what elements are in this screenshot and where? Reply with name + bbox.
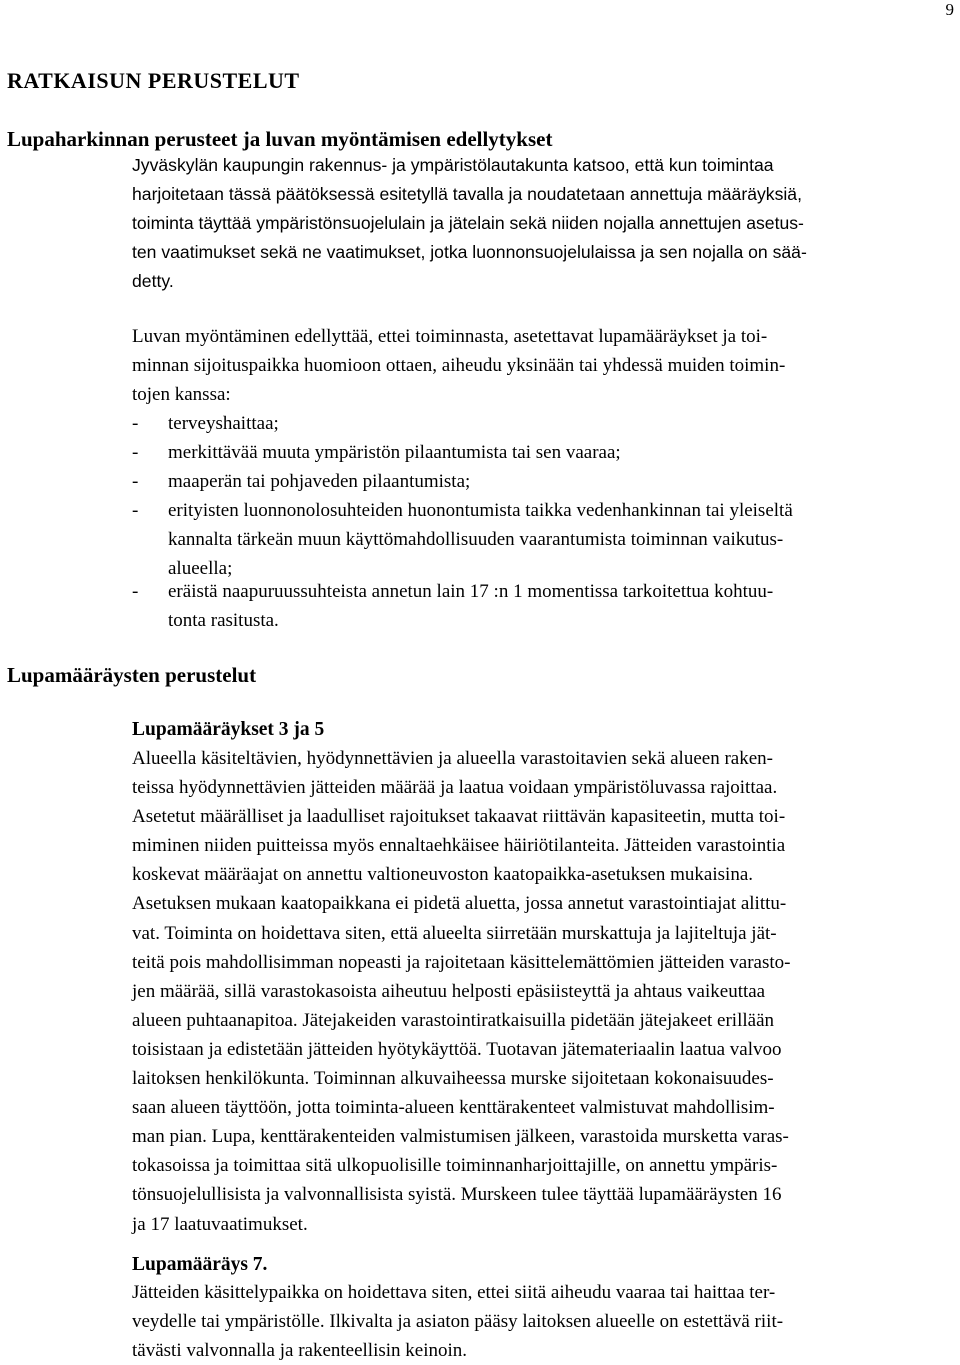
text-line: Asetuksen mukaan kaatopaikkana ei pidetä aluetta, jossa annetut varastointiajat alittu-	[132, 893, 787, 915]
text-line: Jyväskylän kaupungin rakennus- ja ympäristölautakunta katsoo, että kun toimintaa	[132, 155, 774, 175]
text-line: tokasoissa ja toimittaa sitä ulkopuolisille toiminnanharjoittajille, on annettu ympäris-	[132, 1155, 778, 1177]
list-dash: -	[132, 581, 139, 602]
list-item-text: merkittävää muuta ympäristön pilaantumista tai sen vaaraa;	[168, 442, 621, 463]
list-item-text: alueella;	[168, 558, 233, 579]
paragraph-edellytykset	[132, 322, 947, 409]
section-title-perustelut: Lupamääräysten perustelut	[7, 663, 257, 687]
list-item-text: kannalta tärkeän muun käyttömahdollisuuden vaarantumista toiminnan vaikutus-	[168, 529, 784, 550]
list-dash: -	[132, 471, 139, 492]
list-item-text: erityisten luonnonolosuhteiden huonontumista taikka vedenhankinnan tai yleiseltä	[168, 500, 793, 521]
text-line: toisistaan ja edistetään jätteiden hyötykäyttöä. Tuotavan jätemateriaalin laatua valvoo	[132, 1038, 782, 1060]
text-line: vat. Toiminta on hoidettava siten, että alueelta siirretään murskattuja ja lajiteltuja jät-	[132, 922, 777, 944]
text-line: Jätteiden käsittelypaikka on hoidettava siten, ettei siitä aiheudu vaaraa tai haittaa ter-	[132, 1282, 776, 1303]
subsection-title-3-ja-5: Lupamääräykset 3 ja 5	[132, 719, 325, 740]
list-item-text: eräistä naapuruussuhteista annetun lain 17 :n 1 momentissa tarkoitettua kohtuu-	[168, 581, 774, 602]
text-line: tojen kanssa:	[132, 384, 231, 406]
list-dash: -	[132, 442, 139, 463]
text-line: alueen puhtaanapitoa. Jätejakeiden varastointiratkaisuilla pidetään jätejakeet erillään	[132, 1009, 775, 1031]
list-dash: -	[132, 500, 139, 521]
text-line: toiminta täyttää ympäristönsuojelulain ja jätelain sekä niiden nojalla annettujen asetus-	[132, 213, 804, 233]
subsection-title-7: Lupamääräys 7.	[132, 1254, 268, 1275]
list-item-text: terveyshaittaa;	[168, 413, 279, 434]
list-item	[0, 496, 960, 584]
text-line: tönsuojelullisista ja valvonnallisista syistä. Murskeen tulee täyttää lupamääräysten 16	[132, 1184, 782, 1206]
text-line: jen määrää, sillä varastokasoista aiheutuu helposti epäsiisteyttä ja ahtaus vaikeuttaa	[132, 980, 766, 1002]
list-dash: -	[132, 413, 139, 434]
list-item	[0, 577, 960, 637]
text-line: laitoksen henkilökunta. Toiminnan alkuvaiheessa murske sijoitetaan kokonaisuudes-	[132, 1068, 774, 1090]
text-line: Luvan myöntäminen edellyttää, ettei toiminnasta, asetettavat lupamääräykset ja toi-	[132, 326, 768, 347]
text-line: Alueella käsiteltävien, hyödynnettävien ja alueella varastoitavien sekä alueen raken-	[132, 748, 773, 769]
list-item-text: maaperän tai pohjaveden pilaantumista;	[168, 471, 471, 492]
text-line: teissa hyödynnettävien jätteiden määrää ja laatua voidaan ympäristöluvassa rajoittaa.	[132, 777, 778, 799]
text-line: saan alueen täyttöön, jotta toiminta-alueen kenttärakenteet valmistuvat mahdollisim-	[132, 1097, 775, 1119]
paragraph-lupaharkinta	[132, 151, 952, 296]
text-line: man pian. Lupa, kenttärakenteiden valmistumisen jälkeen, varastoida mursketta varas-	[132, 1126, 789, 1148]
text-line: tävästi valvonnalla ja rakenteellisin keinoin.	[132, 1340, 468, 1362]
text-line: koskevat määräajat on annettu valtioneuvoston kaatopaikka-asetuksen mukaisina.	[132, 864, 753, 886]
text-line: ja 17 laatuvaatimukset.	[132, 1213, 308, 1235]
page-number: 9	[945, 0, 954, 19]
text-line: miminen niiden puitteissa myös ennaltaehkäisee häiriötilanteita. Jätteiden varastointia	[132, 835, 786, 857]
text-line: Asetetut määrälliset ja laadulliset rajoitukset takaavat riittävän kapasiteetin, mutta toi-	[132, 806, 786, 828]
text-line: minnan sijoituspaikka huomioon ottaen, aiheudu yksinään tai yhdessä muiden toimin-	[132, 355, 786, 377]
list-item-text: tonta rasitusta.	[168, 610, 279, 631]
text-line: detty.	[132, 271, 174, 291]
text-line: teitä pois mahdollisimman nopeasti ja rajoitetaan käsittelemättömien jätteiden varasto-	[132, 951, 791, 973]
text-line: harjoitetaan tässä päätöksessä esitetyllä tavalla ja noudatetaan annettuja määräyksiä,	[132, 184, 802, 204]
paragraph-lupamaaraykset-3-5	[132, 744, 947, 1239]
section-title-lupaharkinta: Lupaharkinnan perusteet ja luvan myöntämisen edellytykset	[7, 127, 553, 151]
page-heading: RATKAISUN PERUSTELUT	[7, 68, 300, 93]
text-line: veydelle tai ympäristölle. Ilkivalta ja asiaton pääsy laitoksen alueelle on estettävä riit-	[132, 1311, 784, 1333]
paragraph-lupamaarays-7	[132, 1278, 947, 1365]
text-line: ten vaatimukset sekä ne vaatimukset, jotka luonnonsuojelulaissa ja sen nojalla on sää-	[132, 242, 807, 262]
